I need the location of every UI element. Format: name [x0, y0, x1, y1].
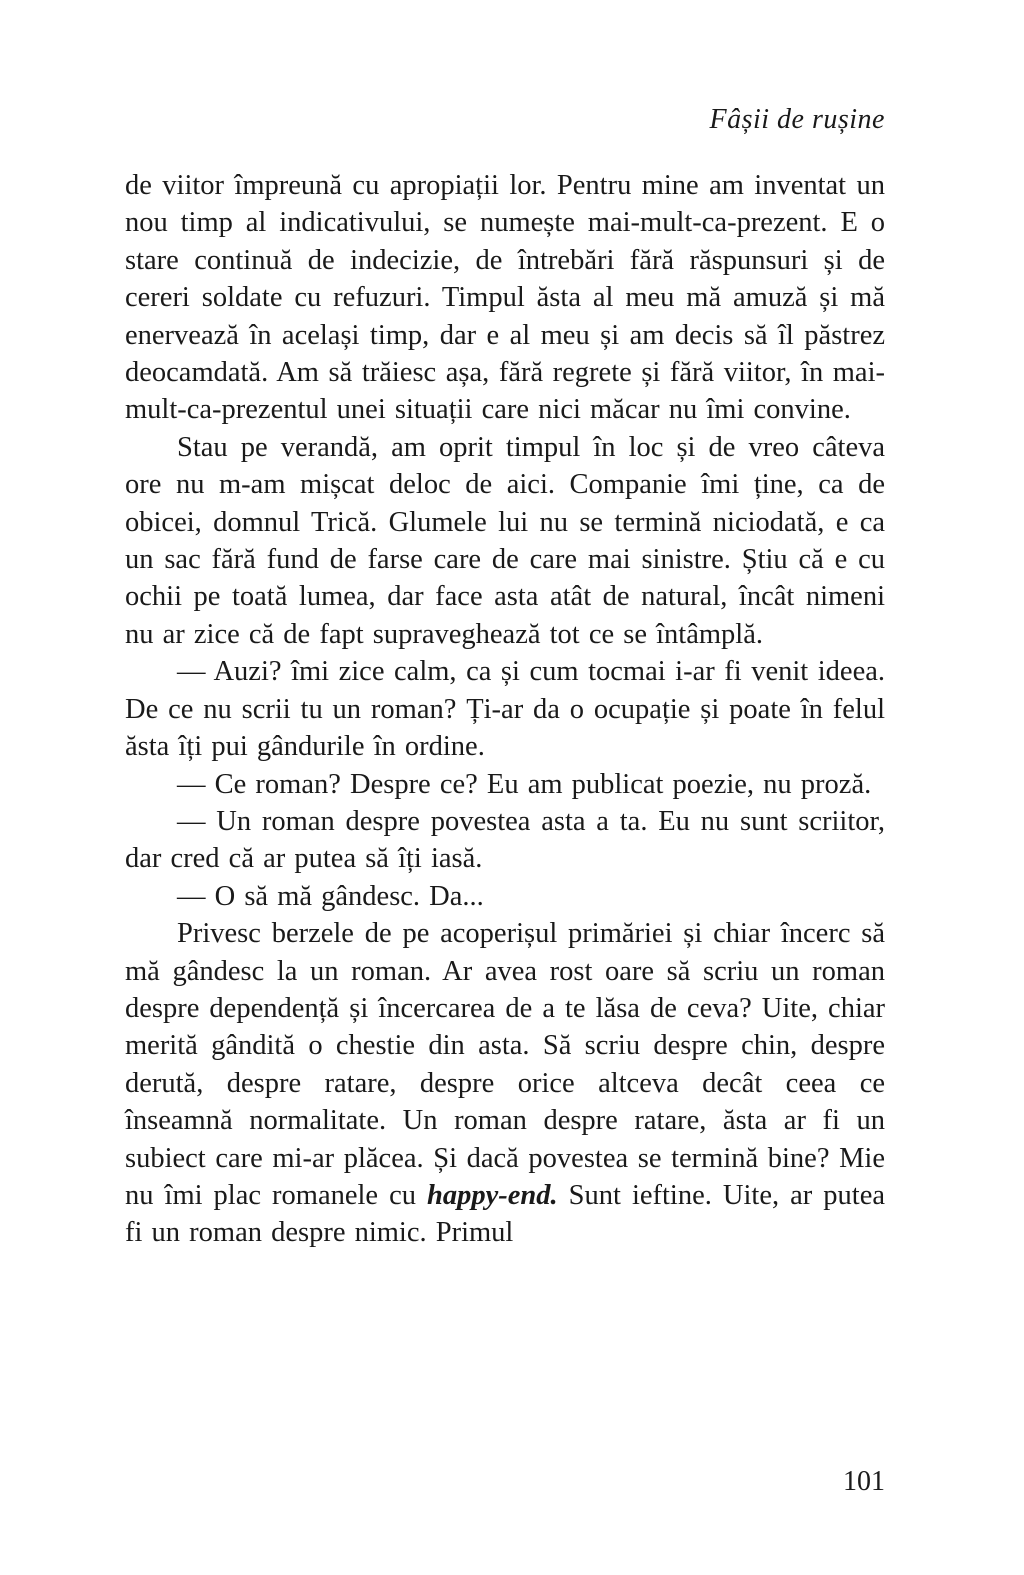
paragraph-dialogue: — O să mă gândesc. Da... — [177, 880, 484, 912]
paragraph: Stau pe verandă, am oprit timpul în loc și de vreo câteva ore nu m-am mișcat deloc de aici. Companie îmi ține, ca de obicei, domnul Trică. Glumele lui nu se termină niciodată, e ca un sac fără fund de farse care de care mai sinistre. Știu că e cu ochii pe toată lumea, dar face asta atât de natural, încât nimeni nu ar zice că de fapt supraveghează tot ce se întâmplă. — [125, 431, 885, 650]
paragraph-text: Privesc berzele de pe acoperișul primăriei și chiar încerc să mă gândesc la un roman. Ar avea rost oare să scriu un roman despre dependență și încercarea de a te lăsa de ceva? Uite, chiar merită gândită o chestie din asta. Să scriu despre chin, despre derută, despre ratare, despre orice altceva decât ceea ce înseamnă normalitate. Un roman despre ratare, ăsta ar fi un subiect care mi-ar plăcea. Și dacă povestea se termină bine? Mie nu îmi plac romanele cu — [125, 918, 885, 1211]
paragraph-dialogue: — Un roman despre povestea asta a ta. Eu nu sunt scriitor, dar cred că ar putea să îți iasă. — [125, 805, 885, 875]
paragraph-dialogue: — Auzi? îmi zice calm, ca și cum tocmai i-ar fi venit ideea. De ce nu scrii tu un roman? Ți-ar da o ocupație și poate în felul ăsta îți pui gândurile în ordine. — [125, 656, 885, 763]
paragraph-text: Sunt ieftine. Uite, ar putea fi un roman despre nimic. Primul — [125, 1179, 885, 1249]
page-body — [125, 167, 885, 1252]
page-number: 101 — [843, 1466, 885, 1497]
running-header-title: Fâșii de rușine — [709, 104, 885, 135]
paragraph: de viitor împreună cu apropiații lor. Pentru mine am inventat un nou timp al indicativului, se numește mai-mult-ca-prezent. E o stare continuă de indecizie, de întrebări fără răspunsuri și de cereri soldate cu refuzuri. Timpul ăsta al meu mă amuză și mă enervează în același timp, dar e al meu și am decis să îl păstrez deocamdată. Am să trăiesc așa, fără regrete și fără viitor, în mai-mult-ca-prezentul unei situații care nici măcar nu îmi convine. — [125, 170, 885, 426]
paragraph — [125, 915, 885, 1252]
paragraph-dialogue: — Ce roman? Despre ce? Eu am publicat poezie, nu proză. — [177, 768, 872, 800]
emphasized-text: happy-end. — [427, 1179, 558, 1211]
